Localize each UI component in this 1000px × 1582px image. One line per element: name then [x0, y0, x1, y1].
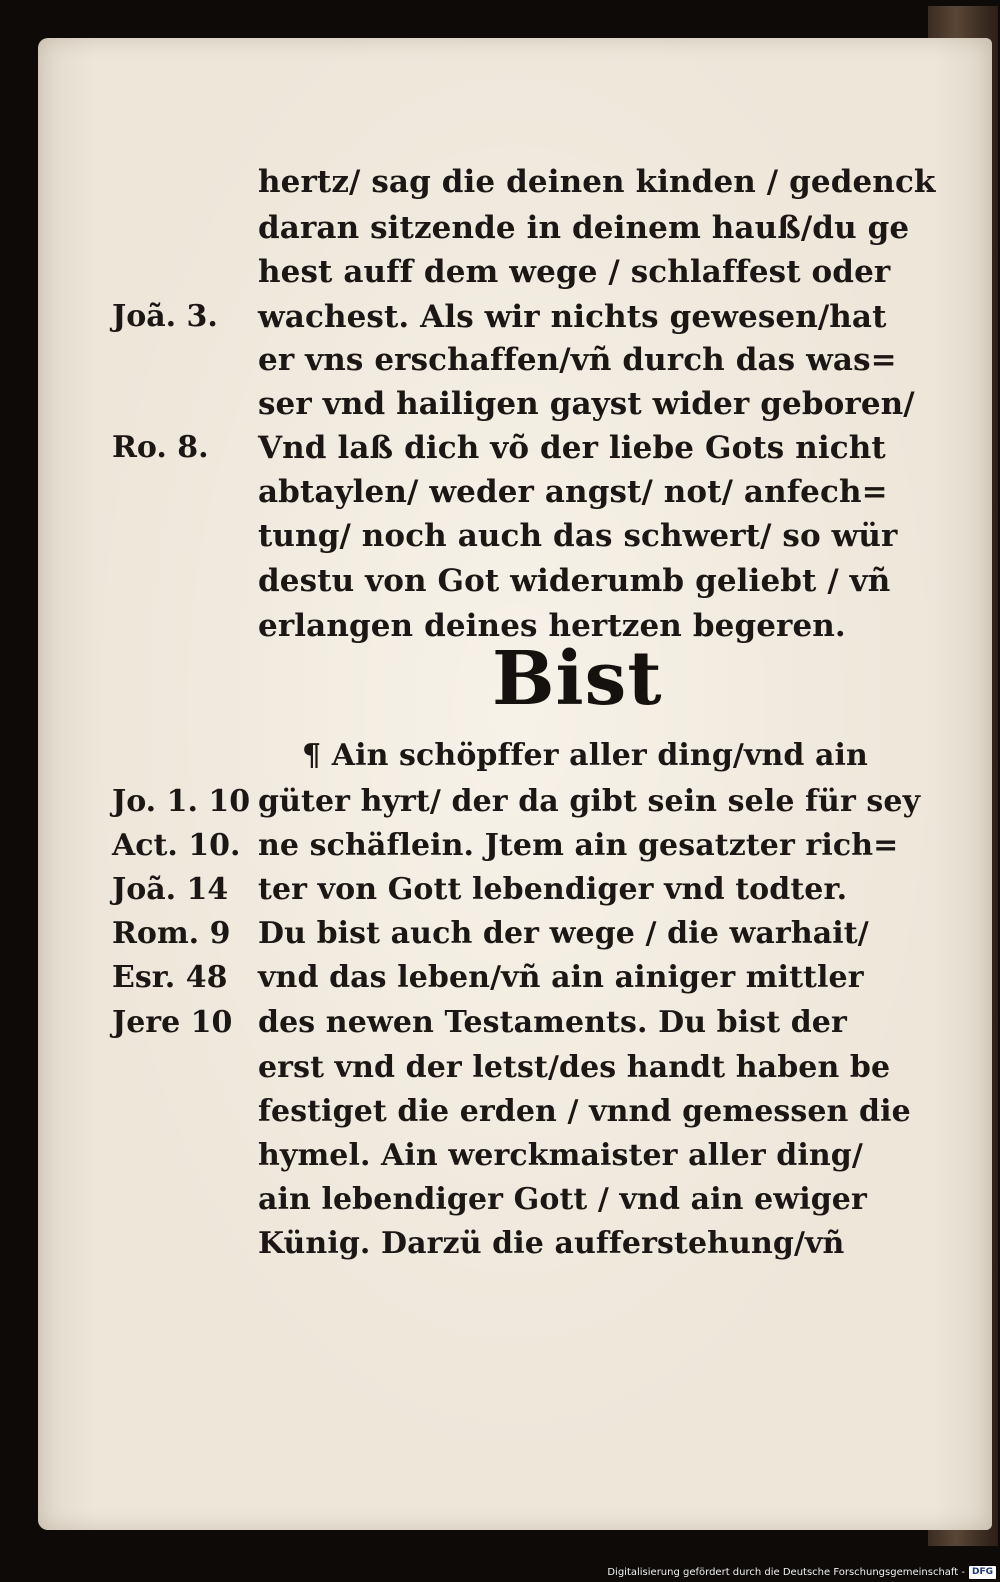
text-line: daran sitzende in deinem hauß/du ge: [258, 210, 910, 246]
margin-reference: Jere 10: [112, 1005, 233, 1040]
text-line: Vnd laß dich võ der liebe Gots nicht: [258, 430, 886, 466]
text-line: erst vnd der letst/des handt haben be: [258, 1050, 891, 1085]
text-line: ter von Gott lebendiger vnd todter.: [258, 872, 848, 907]
text-line: hest auff dem wege / schlaffest oder: [258, 254, 891, 290]
digitization-credit: [600, 1562, 996, 1582]
dfg-logo-icon: DFG: [969, 1566, 996, 1579]
text-line: ain lebendiger Gott / vnd ain ewiger: [258, 1182, 867, 1217]
text-line: destu von Got widerumb geliebt / vñ: [258, 563, 891, 599]
text-line: Künig. Darzü die aufferstehung/vñ: [258, 1226, 845, 1261]
text-line: erlangen deines hertzen begeren.: [258, 608, 846, 644]
margin-reference: Esr. 48: [112, 960, 228, 995]
text-line: er vns erschaffen/vñ durch das was=: [258, 342, 897, 378]
margin-reference: Act. 10.: [112, 828, 241, 863]
text-line: güter hyrt/ der da gibt sein sele für sey: [258, 784, 921, 819]
text-line: tung/ noch auch das schwert/ so wür: [258, 518, 898, 554]
text-line: abtaylen/ weder angst/ not/ anfech=: [258, 474, 888, 510]
margin-reference: Joã. 3.: [112, 299, 218, 334]
margin-reference: Joã. 14: [112, 872, 229, 907]
section-heading: Bist: [492, 636, 663, 722]
credit-text: Digitalisierung gefördert durch die Deutsche Forschungsgemeinschaft -: [607, 1566, 965, 1578]
text-line: ne schäflein. Jtem ain gesatzter rich=: [258, 828, 899, 863]
text-line: wachest. Als wir nichts gewesen/hat: [258, 299, 887, 335]
margin-reference: Jo. 1. 10: [112, 784, 251, 819]
text-line: vnd das leben/vñ ain ainiger mittler: [258, 960, 864, 995]
text-line: ¶ Ain schöpffer aller ding/vnd ain: [302, 738, 868, 773]
text-line: hymel. Ain werckmaister aller ding/: [258, 1138, 863, 1173]
text-line: ser vnd hailigen gayst wider geboren/: [258, 386, 915, 422]
text-line: des newen Testaments. Du bist der: [258, 1005, 847, 1040]
text-line: festiget die erden / vnnd gemessen die: [258, 1094, 911, 1129]
text-line: Du bist auch der wege / die warhait/: [258, 916, 869, 951]
margin-reference: Ro. 8.: [112, 430, 209, 465]
margin-reference: Rom. 9: [112, 916, 231, 951]
text-line: hertz/ sag die deinen kinden / gedenck: [258, 164, 936, 200]
